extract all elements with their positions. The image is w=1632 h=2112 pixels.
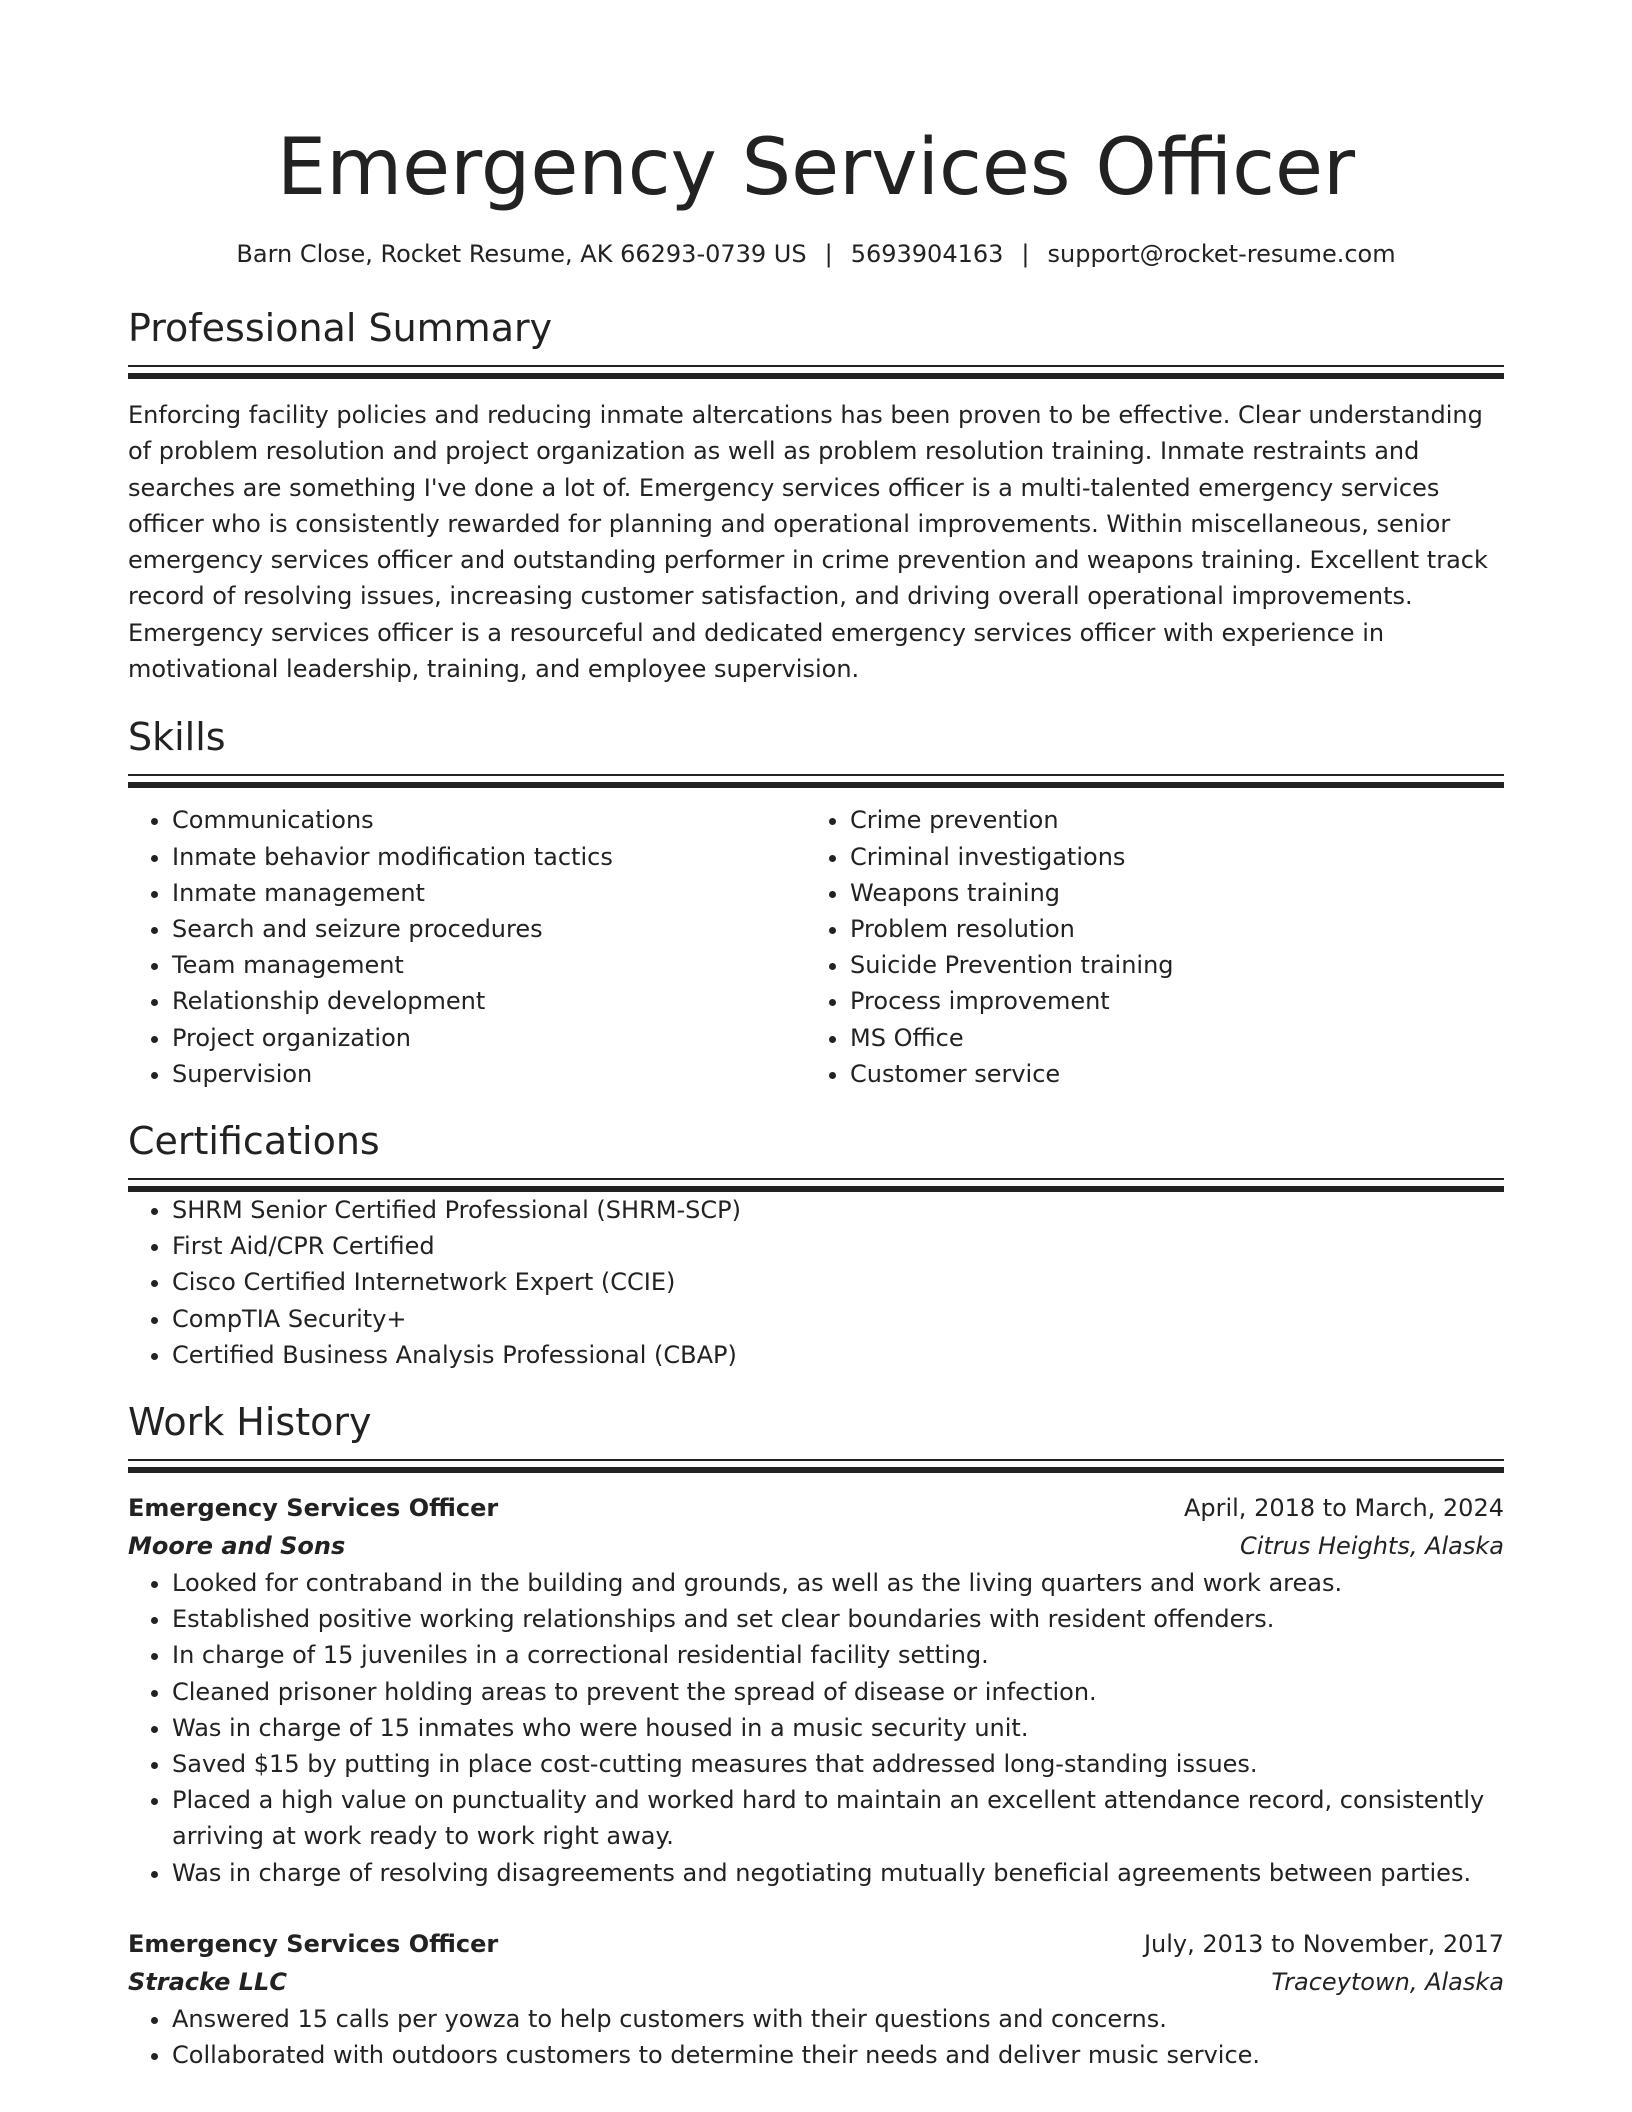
job-company: Stracke LLC	[128, 1967, 287, 1996]
certifications-list	[128, 1192, 1504, 1373]
certifications-section	[128, 1118, 1504, 1373]
skill-item: • Inmate behavior modification tactics	[172, 839, 806, 875]
section-title-certifications: Certifications	[128, 1119, 380, 1163]
job-bullet-list	[128, 2001, 1504, 2073]
job-bullet: • Answered 15 calls per yowza to help customers with their questions and concerns.	[172, 2001, 1504, 2037]
job-bullet: • Saved $15 by putting in place cost-cutting measures that addressed long-standing issues.	[172, 1746, 1504, 1782]
job-company: Moore and Sons	[128, 1532, 346, 1561]
contact-line	[128, 238, 1504, 270]
job-header-row	[128, 1925, 1504, 1963]
resume-page	[128, 0, 1504, 2073]
certification-item: • Cisco Certified Internetwork Expert (CCIE)	[172, 1264, 1504, 1300]
skill-item: • Supervision	[172, 1056, 806, 1092]
job-bullet: • Established positive working relationships and set clear boundaries with resident offenders.	[172, 1601, 1504, 1637]
skills-section	[128, 714, 1504, 1092]
section-title-work-history: Work History	[128, 1400, 372, 1445]
certification-item: • SHRM Senior Certified Professional (SHRM-SCP)	[172, 1192, 1504, 1228]
job-header-row	[128, 1489, 1504, 1527]
section-rule	[128, 365, 1504, 367]
contact-separator: |	[824, 240, 833, 268]
job-bullet-list	[128, 1565, 1504, 1891]
job-subheader-row	[128, 1527, 1504, 1565]
contact-address: Barn Close, Rocket Resume, AK 66293-0739 US	[236, 240, 807, 268]
section-rule	[128, 1459, 1504, 1461]
contact-separator: |	[1021, 240, 1030, 268]
job-title: Emergency Services Officer	[128, 1929, 499, 1958]
skill-item: • Project organization	[172, 1020, 806, 1056]
section-rule-thick	[128, 1467, 1504, 1473]
skill-item: • Search and seizure procedures	[172, 911, 806, 947]
summary-section	[128, 305, 1504, 687]
job-bullet: • Was in charge of 15 inmates who were housed in a music security unit.	[172, 1710, 1504, 1746]
skill-item: • Customer service	[850, 1056, 1484, 1092]
job-dates: April, 2018 to March, 2024	[1183, 1494, 1504, 1523]
contact-phone: 5693904163	[850, 240, 1004, 268]
work-history-section	[128, 1399, 1504, 2073]
skill-item: • Criminal investigations	[850, 839, 1484, 875]
skill-item: • Crime prevention	[850, 802, 1484, 838]
skill-item: • Weapons training	[850, 875, 1484, 911]
skill-item: • Process improvement	[850, 983, 1484, 1019]
section-rule	[128, 1178, 1504, 1180]
job-bullet: • Cleaned prisoner holding areas to prevent the spread of disease or infection.	[172, 1674, 1504, 1710]
section-title-skills: Skills	[128, 715, 226, 760]
section-rule-thick	[128, 782, 1504, 788]
skills-column-right	[806, 802, 1484, 1092]
job-entry	[128, 1925, 1504, 2073]
skill-item: • Inmate management	[172, 875, 806, 911]
section-rule-thick	[128, 373, 1504, 379]
job-bullet: • Placed a high value on punctuality and worked hard to maintain an excellent attendance record, consistently arriving at work ready to work right away.	[172, 1782, 1504, 1854]
skills-column-left	[128, 802, 806, 1092]
skill-item: • Suicide Prevention training	[850, 947, 1484, 983]
skill-item: • Problem resolution	[850, 911, 1484, 947]
job-location: Citrus Heights, Alaska	[1239, 1532, 1504, 1561]
skill-item: • MS Office	[850, 1020, 1484, 1056]
summary-text: Enforcing facility policies and reducing inmate altercations has been proven to be effective. Clear understanding of problem resolution and project organization as well as problem resolution training. Inmate restraints and searches are something I've done a lot of. Emergency services officer is a multi-talented emergency services officer who is consistently rewarded for planning and operational improvements. Within miscellaneous, senior emergency services officer and outstanding performer in crime prevention and weapons training. Excellent track record of resolving issues, increasing customer satisfaction, and driving overall operational improvements. Emergency services officer is a resourceful and dedicated emergency services officer with experience in motivational leadership, training, and employee supervision.	[128, 401, 1488, 684]
job-subheader-row	[128, 1963, 1504, 2001]
job-bullet: • In charge of 15 juveniles in a correctional residential facility setting.	[172, 1637, 1504, 1673]
job-bullet: • Was in charge of resolving disagreements and negotiating mutually beneficial agreements between parties.	[172, 1855, 1504, 1891]
job-entry	[128, 1489, 1504, 1891]
certification-item: • Certified Business Analysis Professional (CBAP)	[172, 1337, 1504, 1373]
certification-item: • CompTIA Security+	[172, 1301, 1504, 1337]
skills-columns	[128, 802, 1504, 1092]
section-title-summary: Professional Summary	[128, 306, 553, 350]
contact-email: support@rocket-resume.com	[1047, 240, 1396, 268]
skill-item: • Team management	[172, 947, 806, 983]
skill-item: • Relationship development	[172, 983, 806, 1019]
certification-item: • First Aid/CPR Certified	[172, 1228, 1504, 1264]
section-rule	[128, 774, 1504, 776]
job-title: Emergency Services Officer	[128, 1494, 499, 1523]
job-location: Traceytown, Alaska	[1271, 1967, 1504, 1996]
skill-item: • Communications	[172, 802, 806, 838]
job-bullet: • Looked for contraband in the building and grounds, as well as the living quarters and work areas.	[172, 1565, 1504, 1601]
job-bullet: • Collaborated with outdoors customers to determine their needs and deliver music service.	[172, 2037, 1504, 2073]
job-dates: July, 2013 to November, 2017	[1143, 1929, 1504, 1958]
resume-name: Emergency Services Officer	[276, 123, 1356, 213]
